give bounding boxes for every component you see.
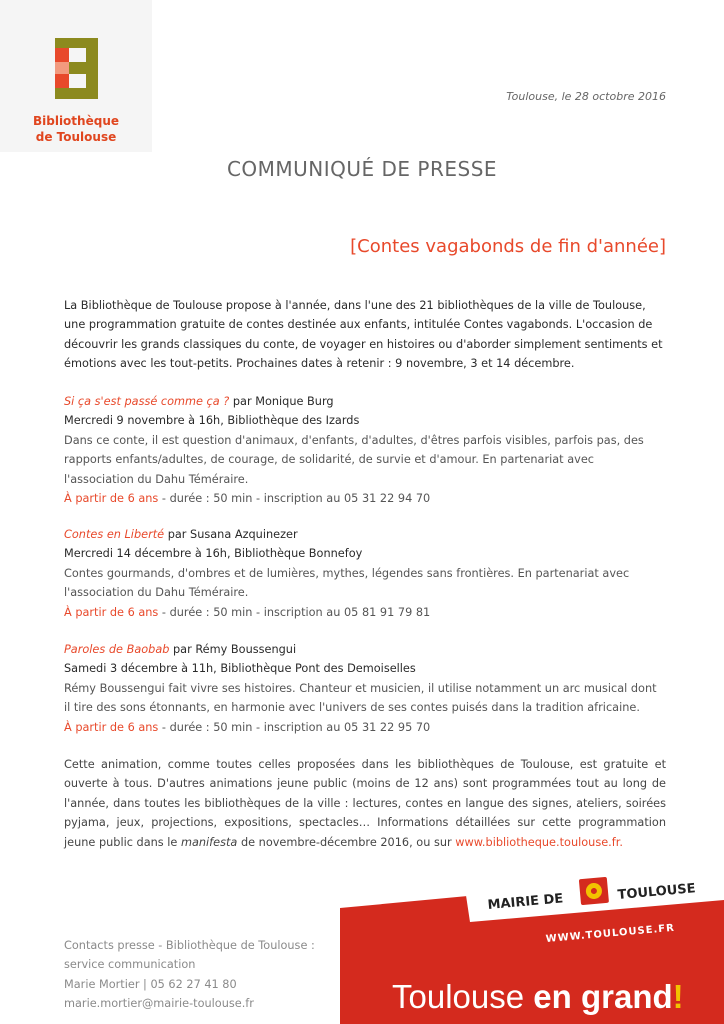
library-logo	[0, 0, 152, 152]
slogan: Toulouse en grand!	[392, 978, 684, 1015]
library-logo-text: Bibliothèque de Toulouse	[32, 114, 119, 144]
event-info	[64, 718, 666, 737]
event-heading	[64, 525, 666, 544]
event-description: Rémy Boussengui fait vivre ses histoires. Chanteur et musicien, il utilise notamment un arc musical dont il tire des sons étonnants, en harmonie avec l'univers de ses contes puisés dans la tradition africaine.	[64, 681, 657, 715]
event-when: Mercredi 14 décembre à 16h, Bibliothèque Bonnefoy	[64, 547, 363, 561]
event-author: par Rémy Boussengui	[169, 643, 297, 656]
contact-email[interactable]: marie.mortier@mairie-toulouse.fr	[64, 997, 254, 1011]
event-when: Samedi 3 décembre à 11h, Bibliothèque Pont des Demoiselles	[64, 662, 416, 676]
press-date: Toulouse, le 28 octobre 2016	[506, 90, 666, 103]
event-description: Contes gourmands, d'ombres et de lumières, mythes, légendes sans frontières. En partenariat avec l'association du Dahu Téméraire.	[64, 566, 630, 600]
press-contacts	[64, 936, 315, 1014]
event-block	[64, 525, 666, 622]
event-info	[64, 489, 666, 508]
contacts-line: Contacts presse - Bibliothèque de Toulouse :	[64, 939, 315, 952]
closing-paragraph: Cette animation, comme toutes celles proposées dans les bibliothèques de Toulouse, est gratuite et ouverte à tous. D'autres animations jeune public (moins de 12 ans) sont programmées tout au long de l'année, dans toutes les bibliothèques de la ville : lectures, contes en langue des signes, ateliers, soirées pyjama, jeux, projections, expositions, spectacles… Informations détaillées sur cette programmation jeune public dans le manifesta de novembre-décembre 2016, ou sur www.bibliotheque.toulouse.fr.	[64, 758, 666, 849]
event-block	[64, 392, 666, 508]
library-logo-icon	[55, 38, 98, 99]
page-title: COMMUNIQUÉ DE PRESSE	[226, 157, 498, 181]
event-age: À partir de 6 ans	[64, 492, 159, 506]
event-age: À partir de 6 ans	[64, 605, 159, 619]
mairie-banner	[340, 856, 724, 1024]
event-title: Paroles de Baobab	[64, 643, 170, 656]
occitan-cross-icon	[579, 877, 609, 905]
event-block	[64, 640, 666, 737]
event-details: - durée : 50 min - inscription au 05 31 22 94 70	[158, 492, 431, 506]
contact-phone: Marie Mortier | 05 62 27 41 80	[64, 977, 237, 991]
event-author: par Monique Burg	[229, 395, 334, 408]
event-title: Si ça s'est passé comme ça ?	[64, 395, 230, 408]
toulouse-label: TOULOUSE	[617, 881, 697, 903]
intro-paragraph: La Bibliothèque de Toulouse propose à l'année, dans l'une des 21 bibliothèques de la ville de Toulouse, une programmation gratuite de contes destinée aux enfants, intitulée Contes vagabonds. L'occasion de découvrir les grands classiques du conte, de voyager en histoires ou d'aborder simplement sentiments et émotions avec les tout-petits. Prochaines dates à retenir : 9 novembre, 3 et 14 décembre.	[64, 299, 663, 371]
event-details: - durée : 50 min - inscription au 05 31 22 95 70	[158, 720, 431, 734]
event-details: - durée : 50 min - inscription au 05 81 91 79 81	[158, 605, 431, 619]
page-subtitle: [Contes vagabonds de fin d'année]	[350, 236, 666, 257]
event-age: À partir de 6 ans	[64, 720, 159, 734]
event-info	[64, 603, 666, 622]
event-heading	[64, 640, 666, 659]
event-author: par Susana Azquinezer	[164, 528, 298, 541]
event-when: Mercredi 9 novembre à 16h, Bibliothèque des Izards	[64, 414, 360, 428]
toulouse-url[interactable]: WWW.TOULOUSE.FR	[545, 922, 676, 945]
event-heading	[64, 392, 666, 411]
library-website-link[interactable]: www.bibliotheque.toulouse.fr.	[455, 835, 623, 849]
contacts-line: service communication	[64, 958, 196, 972]
event-title: Contes en Liberté	[64, 528, 165, 541]
mairie-de-label: MAIRIE DE	[487, 891, 564, 913]
event-description: Dans ce conte, il est question d'animaux, d'enfants, d'adultes, d'êtres parfois visibles, parfois pas, des rapports enfants/adultes, de courage, de solidarité, de survie et d'amour. En partenariat avec l'association du Dahu Téméraire.	[64, 433, 644, 486]
